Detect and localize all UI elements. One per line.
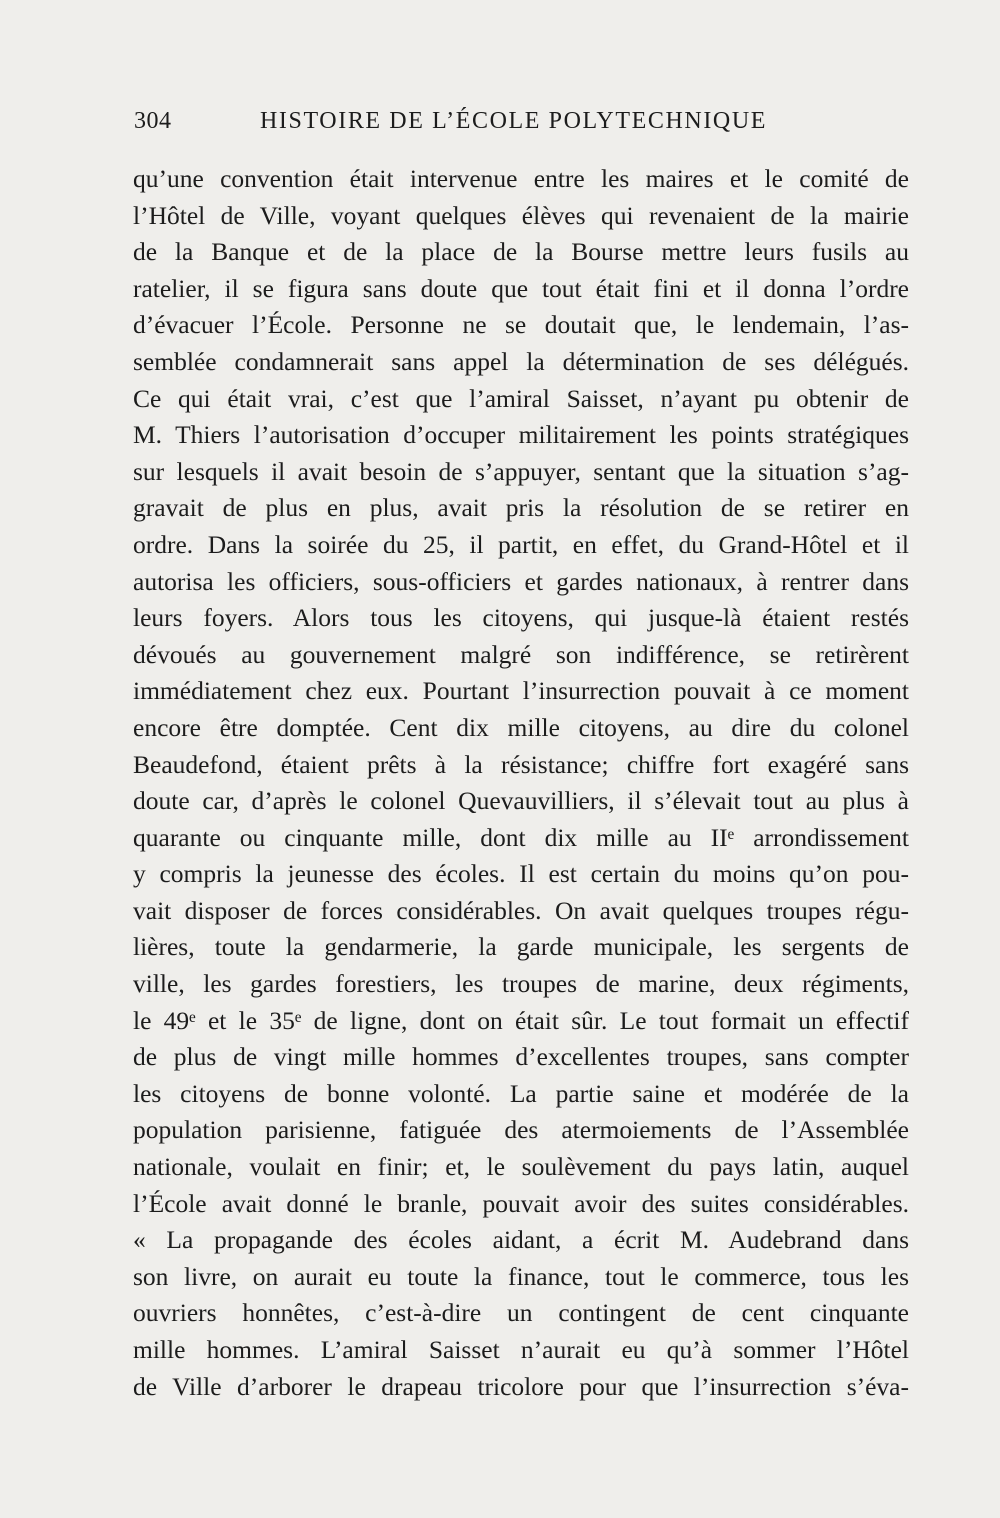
text-line: ouvriers honnêtes, c’est-à-dire un contingent de cent cinquante	[133, 1298, 909, 1328]
text-line: quarante ou cinquante mille, dont dix mille au IIᵉ arrondissement	[133, 822, 909, 852]
text-line: M. Thiers l’autorisation d’occuper militairement les points stratégiques	[133, 420, 909, 450]
text-line: dévoués au gouvernement malgré son indifférence, se retirèrent	[133, 639, 909, 669]
text-line: leurs foyers. Alors tous les citoyens, qui jusque-là étaient restés	[133, 603, 909, 633]
text-line: son livre, on aurait eu toute la finance, tout le commerce, tous les	[133, 1261, 909, 1291]
text-line: y compris la jeunesse des écoles. Il est certain du moins qu’on pou-	[133, 859, 909, 889]
text-line: autorisa les officiers, sous-officiers et gardes nationaux, à rentrer dans	[133, 566, 909, 596]
text-line: ratelier, il se figura sans doute que tout était fini et il donna l’ordre	[133, 273, 909, 303]
text-line: encore être domptée. Cent dix mille citoyens, au dire du colonel	[133, 712, 909, 742]
text-line: nationale, voulait en finir; et, le soulèvement du pays latin, auquel	[133, 1152, 909, 1182]
text-line: l’École avait donné le branle, pouvait avoir des suites considérables.	[133, 1188, 909, 1218]
text-line: immédiatement chez eux. Pourtant l’insurrection pouvait à ce moment	[133, 676, 909, 706]
text-line: l’Hôtel de Ville, voyant quelques élèves qui revenaient de la mairie	[133, 200, 909, 230]
running-head	[134, 108, 908, 144]
text-line: sur lesquels il avait besoin de s’appuyer, sentant que la situation s’ag-	[133, 456, 909, 486]
page-number: 304	[134, 108, 172, 134]
text-line: gravait de plus en plus, avait pris la résolution de se retirer en	[133, 493, 909, 523]
text-line: lières, toute la gendarmerie, la garde municipale, les sergents de	[133, 932, 909, 962]
text-line: de plus de vingt mille hommes d’excellentes troupes, sans compter	[133, 1042, 909, 1072]
text-line: de la Banque et de la place de la Bourse mettre leurs fusils au	[133, 237, 909, 267]
text-line: doute car, d’après le colonel Quevauvilliers, il s’élevait tout au plus à	[133, 786, 909, 816]
running-title: HISTOIRE DE L’ÉCOLE POLYTECHNIQUE	[260, 108, 768, 134]
text-line: « La propagande des écoles aidant, a écrit M. Audebrand dans	[133, 1225, 909, 1255]
text-line: ordre. Dans la soirée du 25, il partit, en effet, du Grand-Hôtel et il	[133, 529, 909, 559]
text-line: le 49ᵉ et le 35ᵉ de ligne, dont on était sûr. Le tout formait un effectif	[133, 1005, 909, 1035]
text-line: Beaudefond, étaient prêts à la résistance; chiffre fort exagéré sans	[133, 749, 909, 779]
text-line: vait disposer de forces considérables. On avait quelques troupes régu-	[133, 895, 909, 925]
text-line: semblée condamnerait sans appel la détermination de ses délégués.	[133, 346, 909, 376]
text-line: de Ville d’arborer le drapeau tricolore pour que l’insurrection s’éva-	[133, 1371, 909, 1401]
text-line: d’évacuer l’École. Personne ne se doutait que, le lendemain, l’as-	[133, 310, 909, 340]
text-line: ville, les gardes forestiers, les troupes de marine, deux régiments,	[133, 969, 909, 999]
text-line: qu’une convention était intervenue entre les maires et le comité de	[133, 164, 909, 193]
text-line: mille hommes. L’amiral Saisset n’aurait eu qu’à sommer l’Hôtel	[133, 1335, 909, 1364]
body-text	[133, 161, 909, 1405]
text-line: Ce qui était vrai, c’est que l’amiral Saisset, n’ayant pu obtenir de	[133, 383, 909, 413]
text-line: les citoyens de bonne volonté. La partie saine et modérée de la	[133, 1078, 909, 1108]
text-line: population parisienne, fatiguée des atermoiements de l’Assemblée	[133, 1115, 909, 1145]
